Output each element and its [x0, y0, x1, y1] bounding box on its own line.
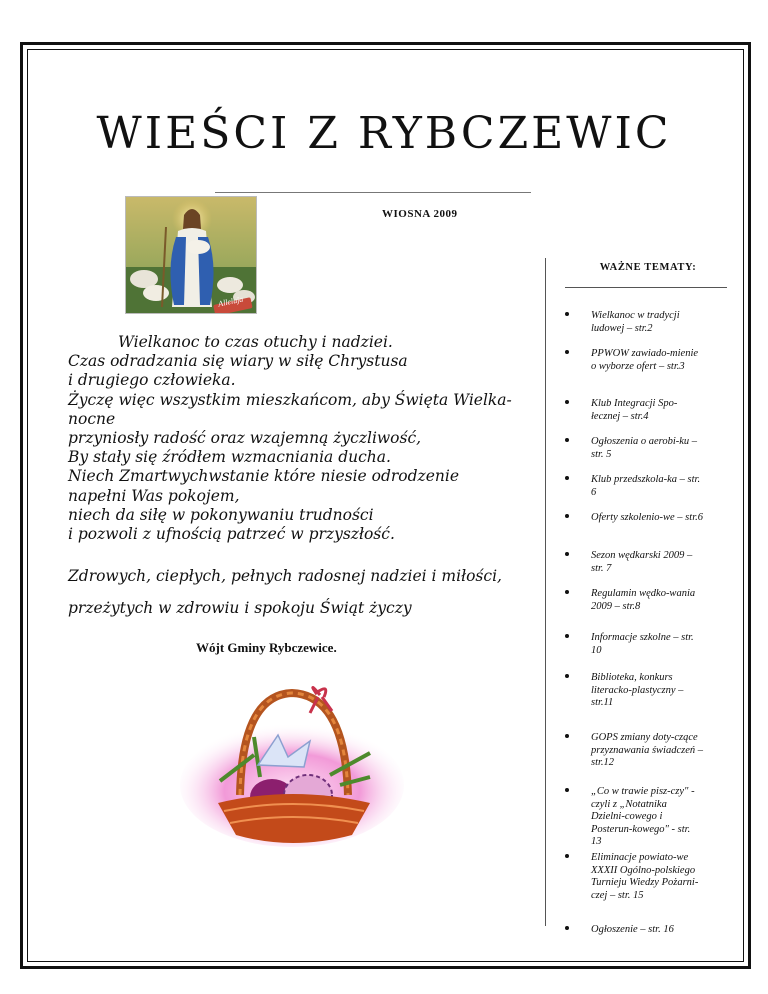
signature: Wójt Gminy Rybczewice. [196, 640, 337, 655]
greeting-line: Czas odradzania się wiary w siłę Chrystusa [68, 352, 408, 371]
bullet-icon [565, 514, 569, 518]
good-shepherd-picture [125, 196, 257, 314]
greeting-line: By stały się źródłem wzmacniania ducha. [68, 448, 391, 467]
wishes-line: Zdrowych, ciepłych, pełnych radosnej nadziei i miłości, [68, 567, 502, 585]
list-item: Biblioteka, konkurs literacko-plastyczny – str.11 [565, 672, 735, 710]
bullet-icon [565, 552, 569, 556]
bullet-icon [565, 734, 569, 738]
bullet-icon [565, 400, 569, 404]
bullet-icon [565, 634, 569, 638]
list-item: Ogłoszenie – str. 16 [565, 924, 735, 937]
bullet-icon [565, 590, 569, 594]
greeting-line: i drugiego człowieka. [68, 371, 236, 390]
alleluja-caption: Alleluja [217, 294, 244, 309]
list-item: Ogłoszenia o aerobi-ku – str. 5 [565, 436, 735, 461]
list-item: Informacje szkolne – str. 10 [565, 632, 735, 657]
easter-basket-picture [180, 685, 410, 865]
bullet-icon [565, 674, 569, 678]
list-item: Sezon wędkarski 2009 – str. 7 [565, 550, 735, 575]
greeting-line: Niech Zmartwychwstanie które niesie odrodzenie [68, 467, 460, 486]
greeting-line: Życzę więc wszystkim mieszkańcom, aby Święta Wielka- [68, 390, 512, 409]
list-item: Wielkanoc w tradycji ludowej – str.2 [565, 310, 735, 335]
sidebar-title-underline [565, 287, 727, 288]
bullet-icon [565, 438, 569, 442]
issue-label: WIOSNA 2009 [382, 208, 458, 220]
greeting-line: napełni Was pokojem, [68, 486, 240, 505]
list-item: „Co w trawie pisz-czy" - czyli z „Notatnika Dzielni-cowego i Posterun-kowego" - str. 13 [565, 786, 735, 849]
list-item: PPWOW zawiado-mienie o wyborze ofert – str.3 [565, 348, 735, 373]
list-item: Eliminacje powiato-we XXXII Ogólno-polskiego Turnieju Wiedzy Pożarni-czej – str. 15 [565, 852, 735, 902]
list-item: GOPS zmiany doty-czące przyznawania świadczeń – str.12 [565, 732, 735, 770]
wishes-line: przeżytych w zdrowiu i spokoju Świąt życzy [68, 599, 412, 617]
greeting-line: przyniosły radość oraz wzajemną życzliwość, [68, 429, 422, 448]
greeting-line: niech da siłę w pokonywaniu trudności [68, 505, 374, 524]
easter-wishes [68, 560, 528, 624]
easter-greeting [68, 333, 516, 544]
list-item: Klub Integracji Spo-łecznej – str.4 [565, 398, 735, 423]
bullet-icon [565, 476, 569, 480]
title-underline [215, 192, 531, 193]
list-item: Regulamin wędko-wania 2009 – str.8 [565, 588, 735, 613]
bullet-icon [565, 926, 569, 930]
easter-basket-icon [180, 685, 410, 865]
greeting-line: nocne [68, 409, 116, 428]
sidebar-title: WAŻNE TEMATY: [599, 262, 697, 273]
bullet-icon [565, 854, 569, 858]
bullet-icon [565, 312, 569, 316]
list-item: Oferty szkolenio-we – str.6 [565, 512, 735, 525]
newsletter-title: WIEŚCI Z RYBCZEWIC [96, 108, 672, 159]
bullet-icon [565, 350, 569, 354]
sidebar-divider [545, 258, 546, 926]
bullet-icon [565, 788, 569, 792]
list-item: Klub przedszkola-ka – str. 6 [565, 474, 735, 499]
greeting-line: i pozwoli z ufnością patrzeć w przyszłość. [68, 525, 395, 544]
greeting-line: Wielkanoc to czas otuchy i nadziei. [118, 333, 393, 351]
